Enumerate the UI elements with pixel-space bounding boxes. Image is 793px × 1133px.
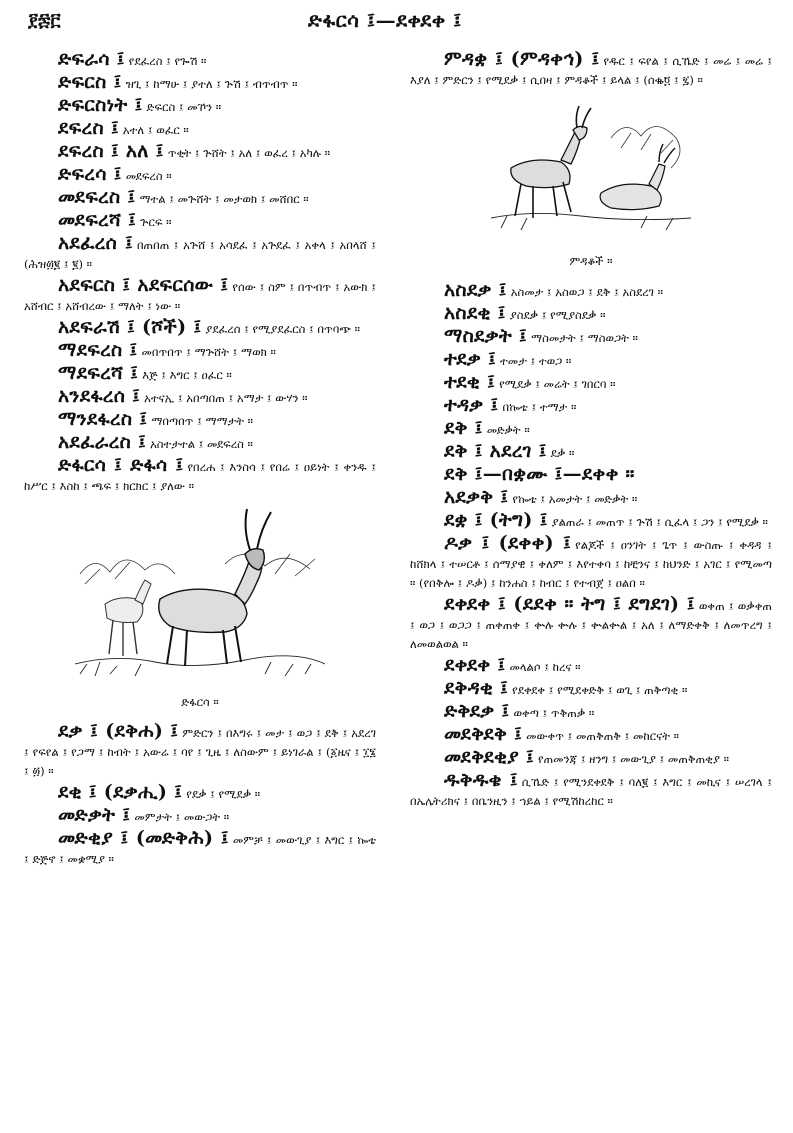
entry-headword: ደቅ ፤ አደረገ ፤ <box>444 440 547 462</box>
entry-headword: ማስደቃት ፤ <box>444 325 528 347</box>
entry-definition: መድቃት ። <box>486 423 530 437</box>
entry-headword: ድቅደቃ ፤ <box>444 700 510 722</box>
entry-definition: የሚደቃ ፤ መሬት ፤ ገበርባ ። <box>499 377 616 391</box>
entry-definition: ወቀጠ ፤ ወቃቀጠ ፤ ወጋ ፤ ወጋጋ ፤ ጠቀጠቀ ፤ ቍሉ ቍሉ ፤ ቍልቍል ፤ አለ ፤ ለማድቀቅ ፤ ለመጥረግ ፤ ለመወልወል ። <box>410 599 772 651</box>
dictionary-entry <box>24 50 376 71</box>
entry-definition: የደቀደቀ ፤ የሚደቀድቅ ፤ ወጊ ፤ ጠቅጣቂ ። <box>512 683 688 697</box>
right-column <box>410 50 772 813</box>
figure-gazelles <box>410 98 772 271</box>
entry-headword: ማንደፋረስ ፤ <box>58 408 148 430</box>
entry-definition: ሲኼድ ፤ የሚንደቀደቅ ፤ ባለ፪ ፤ እግር ፤ መኪና ፤ ሠረገላ ፤ በኤሌትሪክና ፤ በቤንዚን ፤ ኀይል ፤ የሚሽከረከር ። <box>410 775 772 808</box>
figure-caption: ድፋርሳ ። <box>181 695 219 709</box>
entry-headword: አስደቂ ፤ <box>444 302 506 324</box>
entry-definition: ማስመታት ፤ ማስወጋት ። <box>531 331 638 345</box>
dictionary-entry <box>410 488 772 509</box>
entry-headword: አንደፋረሰ ፤ <box>58 385 141 407</box>
dictionary-entry <box>410 534 772 593</box>
entry-definition: የሰው ፤ ስም ፤ በጥብጥ ፤ አውክ ፤ አሸብር ፤ አሸብረው ፤ ማለት ፤ ነው ። <box>24 280 376 313</box>
entry-definition: አስመታ ፤ አስወጋ ፤ ደቅ ፤ አስደረገ ። <box>510 285 663 299</box>
entry-definition: በጠበጠ ፤ አጕሸ ፤ አሳደፈ ፤ አጕደፈ ፤ አቀላ ፤ አበላሸ ፤ (ሕዝ፴፪ ፤ ፪) ። <box>24 238 376 271</box>
entry-headword: ደቃ ፤ (ደቅሐ) ፤ <box>58 720 179 742</box>
entry-definition: አተለ ፤ ወፈር ። <box>122 123 189 137</box>
dictionary-entry <box>410 702 772 723</box>
dictionary-entry <box>410 771 772 811</box>
entry-headword: አደፍርስ ፤ አደፍርሰው ፤ <box>58 274 229 296</box>
entry-definition: የበረሐ ፤ እንስሳ ፤ የበሬ ፤ ዐይነት ፤ ቀንዱ ፤ ከሥር ፤ እስከ ፤ ጫፍ ፤ ክርክር ፤ ያለው ። <box>24 460 376 493</box>
dictionary-entry <box>24 410 376 431</box>
dictionary-entry <box>24 142 376 163</box>
dictionary-entry <box>410 327 772 348</box>
entry-headword: ደቅዳቂ ፤ <box>444 677 509 699</box>
entry-definition: የልጆች ፤ ዐንገት ፤ ጌጥ ፤ ውስጡ ፤ ቀዳዳ ፤ ከሸክላ ፤ ተሠርቶ ፤ ሰማያዊ ፤ ቀለም ፤ እየተቀባ ፤ ከቺንና ፤ ከህንድ ፤ አገር ፤ የሚመጣ ። (የበቅሎ ፤ ዶቃ) ፤ ከንሐስ ፤ ከብር ፤ የተብጀ ፤ ዐልበ ። <box>410 538 772 590</box>
dictionary-entry <box>24 188 376 209</box>
entry-definition: መውቀጥ ፤ መጠቅጠቅ ፤ መከርናት ። <box>526 729 679 743</box>
entry-headword: መደፍረስ ፤ <box>58 186 136 208</box>
dictionary-entry <box>24 433 376 454</box>
entry-definition: አስተታተል ፤ መደፍረስ ። <box>150 437 253 451</box>
dictionary-entry <box>24 165 376 186</box>
entry-definition: ጥቂት ፤ ጕሸት ፤ አለ ፤ ወፈረ ፤ አካሉ ። <box>167 146 331 160</box>
dictionary-entry <box>410 281 772 302</box>
dictionary-entry <box>410 373 772 394</box>
dictionary-entry <box>24 119 376 140</box>
entry-headword: ደቂ ፤ (ደቃሒ) ፤ <box>58 781 183 803</box>
dictionary-entry <box>410 511 772 532</box>
dictionary-entry <box>24 387 376 408</box>
entry-definition: ያስደቃ ፤ የሚያስደቃ ። <box>509 308 606 322</box>
dictionary-entry <box>410 656 772 677</box>
entry-headword: ደቀደቀ ፤ <box>444 654 506 676</box>
entry-definition: መደፍረስ ። <box>125 169 172 183</box>
entry-headword: መደቅደቅ ፤ <box>444 723 523 745</box>
entry-headword: ደፍረስ ፤ <box>58 117 119 139</box>
dictionary-entry <box>24 456 376 496</box>
dictionary-entry <box>410 396 772 417</box>
entry-headword: አደፈራረስ ፤ <box>58 431 147 453</box>
entry-headword: አደቃቅ ፤ <box>444 486 509 508</box>
dictionary-entry <box>24 211 376 232</box>
dictionary-entry <box>410 725 772 746</box>
dictionary-entry <box>24 341 376 362</box>
dictionary-entry <box>410 50 772 90</box>
entry-headword: ምዳቋ ፤ (ምዳቀኅ) ፤ <box>444 48 600 70</box>
left-column <box>24 50 376 871</box>
dictionary-entry <box>410 465 772 486</box>
entry-headword: መደፍረሻ ፤ <box>58 209 137 231</box>
entry-definition: የደፈረስ ፤ የጐሽ ። <box>128 54 207 68</box>
running-head: ድፋርሳ ፤—ደቀደቀ ፤ <box>308 8 462 32</box>
entry-definition: የዱር ፤ ፍየል ፤ ሲኼድ ፤ መሬ ፤ መሬ ፤ እያለ ፤ ምድርን ፤ የሚደቃ ፤ ሲበዛ ፤ ምዳቆች ፤ ይላል ፤ (ሰቈ፬ ፤ ፯) ። <box>410 54 773 87</box>
entry-headword: ማደፍረስ ፤ <box>58 339 138 361</box>
entry-headword: መድቂያ ፤ (መድቅሕ) ፤ <box>58 827 229 849</box>
entry-definition: ማበጣበጥ ፤ ማማታት ። <box>151 414 253 428</box>
dictionary-entry <box>24 234 376 274</box>
entry-definition: በኰቴ ፤ ተማታ ። <box>502 400 577 414</box>
gazelles-illustration <box>491 98 691 248</box>
page-number: ፻፷፫ <box>28 10 61 31</box>
entry-headword: ዶቃ ፤ (ደቀቀ) ፤ <box>444 532 572 554</box>
entry-headword: ደቅ ፤ <box>444 417 483 439</box>
dictionary-entry <box>24 96 376 117</box>
entry-headword: ተደቂ ፤ <box>444 371 496 393</box>
entry-definition: ወቀጣ ፤ ጥቅጠቃ ። <box>513 706 595 720</box>
dictionary-entry <box>410 350 772 371</box>
entry-headword: ደፍረስ ፤ አለ ፤ <box>58 140 164 162</box>
entry-headword: መድቃት ፤ <box>58 804 131 826</box>
entry-definition: ያልጠራ ፤ መጠጥ ፤ ጕሽ ፤ ሲፈላ ፤ ጋን ፤ የሚደቃ ። <box>551 515 768 529</box>
entry-definition: ያደፈረሰ ፤ የሚያደፈርስ ፤ በጥባጭ ። <box>205 322 360 336</box>
page-header <box>0 4 793 38</box>
entry-headword: ደቀደቀ ፤ (ደደቀ ። ትግ ፤ ደግደገ) ፤ <box>444 593 695 615</box>
dictionary-entry <box>410 419 772 440</box>
entry-definition: መምቻ ፤ መውጊያ ፤ እግር ፤ ኰቴ ፤ ድጅኖ ፤ መቋሚያ ። <box>24 833 376 866</box>
dictionary-entry <box>410 595 772 654</box>
entry-headword: ተደቃ ፤ <box>444 348 497 370</box>
entry-headword: ድፋርሳ ፤ ድፋሳ ፤ <box>58 454 184 476</box>
entry-headword: ድፍርስነት ፤ <box>58 94 143 116</box>
dictionary-entry <box>410 679 772 700</box>
dictionary-entry <box>410 304 772 325</box>
dictionary-entry <box>24 73 376 94</box>
figure-caption: ምዳቆች ። <box>569 254 613 268</box>
dictionary-entry <box>24 276 376 316</box>
entry-definition: እጅ ፤ እግር ፤ ዐፈር ። <box>142 368 232 382</box>
antelope-illustration <box>75 504 325 689</box>
entry-headword: አስደቃ ፤ <box>444 279 507 301</box>
dictionary-entry <box>24 783 376 804</box>
entry-headword: አደፍራሽ ፤ (ሾች) ፤ <box>58 316 202 338</box>
entry-headword: ድፍረሳ ፤ <box>58 163 122 185</box>
entry-headword: ደቅ ፤—በቋሙ ፤—ደቀቀ ። <box>444 463 635 485</box>
entry-definition: መበጥበጥ ፤ ማጕሸት ፤ ማወክ ። <box>141 345 276 359</box>
dictionary-entry <box>24 722 376 781</box>
dictionary-entry <box>410 748 772 769</box>
entry-headword: ድፍርስ ፤ <box>58 71 122 93</box>
entry-headword: ማደፍረሻ ፤ <box>58 362 139 384</box>
entry-definition: ተመታ ፤ ተወጋ ። <box>500 354 572 368</box>
dictionary-entry <box>24 829 376 869</box>
entry-headword: መደቅደቂያ ፤ <box>444 746 534 768</box>
entry-definition: የደቃ ፤ የሚደቃ ። <box>186 787 261 801</box>
entry-definition: ደቃ ። <box>550 446 575 460</box>
entry-definition: ማተል ፤ መጕሸት ፤ መታወክ ፤ መሸበር ። <box>139 192 309 206</box>
entry-definition: ድፍርስ ፤ መኾን ። <box>146 100 222 114</box>
entry-headword: ዱቅዱቄ ፤ <box>444 769 518 791</box>
entry-headword: ደቋ ፤ (ትግ) ፤ <box>444 509 548 531</box>
dictionary-entry <box>24 318 376 339</box>
entry-headword: ድፍራሳ ፤ <box>58 48 125 70</box>
entry-definition: የጠመንጃ ፤ ዘንግ ፤ መውጊያ ፤ መጠቅጠቂያ ። <box>538 752 729 766</box>
figure-antelope <box>24 504 376 712</box>
dictionary-entry <box>24 364 376 385</box>
entry-definition: ጕርፍ ። <box>140 215 172 229</box>
entry-definition: የኰቴ ፤ አመታት ፤ መድቃት ። <box>512 492 638 506</box>
entry-definition: መላልሶ ፤ ከረና ። <box>509 660 581 674</box>
entry-definition: ዝጊ ፤ ከማሁ ፤ ያተለ ፤ ጕሽ ፤ ብጥብጥ ። <box>125 77 298 91</box>
entry-definition: መምታት ፤ መውጋት ። <box>134 810 230 824</box>
dictionary-entry <box>24 806 376 827</box>
dictionary-entry <box>410 442 772 463</box>
entry-headword: ተዳቃ ፤ <box>444 394 499 416</box>
entry-definition: አተናኢ ፤ አበጣበጠ ፤ አማታ ፤ ውሃን ። <box>144 391 308 405</box>
entry-definition: ምድርን ፤ በእግሩ ፤ መታ ፤ ወጋ ፤ ደቅ ፤ አደረገ ፤ የፍየል ፤ የጋማ ፤ ከብት ፤ አውሬ ፤ ባየ ፤ ጊዜ ፤ ለስውም ፤ ይነገራል ፤ (፩ዜና ፤ ፲፮ ፤ ፴) ። <box>24 726 376 778</box>
entry-headword: አደፈረሰ ፤ <box>58 232 133 254</box>
